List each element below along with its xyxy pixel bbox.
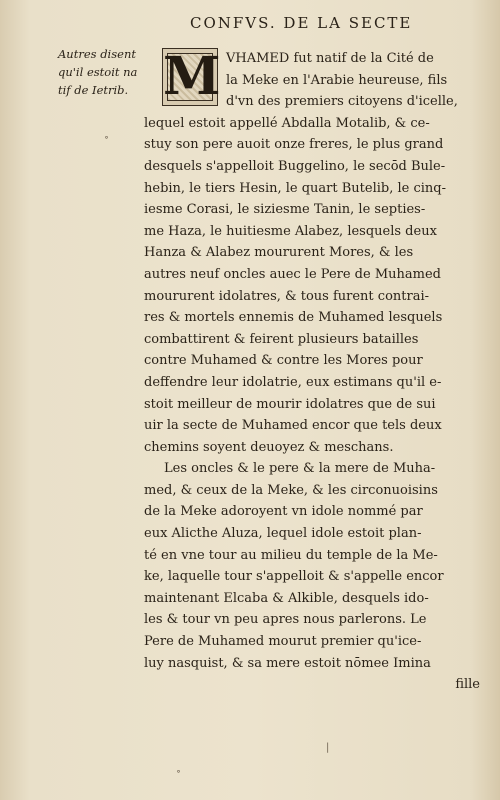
text-line: lequel estoit appellé Abdalla Motalib, & ce-: [144, 115, 430, 131]
text-line: eux Alicthe Aluza, lequel idole estoit plan-: [144, 526, 422, 542]
text-line: contre Muhamed & contre les Mores pour: [144, 353, 423, 369]
drop-cap-letter: M: [163, 46, 221, 107]
text-line: Pere de Muhamed mourut premier qu'ice-: [144, 634, 422, 650]
text-line: Hanza & Alabez moururent Mores, & les: [144, 245, 414, 261]
text-line: de la Meke adoroyent vn idole nommé par: [144, 504, 423, 520]
text-line: ke, laquelle tour s'appelloit & s'appelle encor: [144, 569, 444, 585]
text-line: uir la secte de Muhamed encor que tels deux: [144, 418, 442, 434]
text-line: autres neuf oncles auec le Pere de Muhamed: [144, 266, 441, 282]
text-line: stuy son pere auoit onze freres, le plus grand: [144, 137, 444, 153]
text-line: la Meke en l'Arabie heureuse, fils: [226, 72, 448, 88]
text-line: med, & ceux de la Meke, & les circonuoisins: [144, 482, 438, 498]
running-header: CONFVS. DE LA SECTE: [190, 14, 413, 32]
text-line: stoit meilleur de mourir idolatres que de sui: [144, 396, 436, 412]
text-line: d'vn des premiers citoyens d'icelle,: [226, 94, 458, 110]
margin-note-line: tif de Ietrib.: [58, 83, 129, 97]
text-line: VHAMED fut natif de la Cité de: [226, 51, 434, 66]
margin-note-line: qu'il estoit na: [58, 65, 138, 79]
text-line: res & mortels ennemis de Muhamed lesquels: [144, 310, 443, 326]
text-line: Les oncles & le pere & la mere de Muha-: [164, 461, 436, 477]
catchword: fille: [455, 677, 480, 693]
ink-speck: ˳: [104, 128, 109, 139]
text-line: les & tour vn peu apres nous parlerons. Le: [144, 612, 427, 628]
text-line: deffendre leur idolatrie, eux estimans qu'il e-: [144, 374, 442, 390]
text-line: hebin, le tiers Hesin, le quart Butelib, le cinq-: [144, 180, 447, 196]
text-line: desquels s'appelloit Buggelino, le secōd Bule-: [144, 158, 446, 174]
body-text: [144, 48, 490, 696]
text-line: combattirent & feirent plusieurs batailles: [144, 331, 419, 347]
ink-speck: |: [326, 742, 330, 753]
margin-note-line: Autres disent: [58, 47, 136, 61]
text-line: me Haza, le huitiesme Alabez, lesquels deux: [144, 223, 437, 239]
text-line: maintenant Elcaba & Alkible, desquels ido-: [144, 590, 429, 606]
ink-speck: ˳: [176, 762, 181, 773]
margin-note: [58, 45, 152, 99]
text-line: moururent idolatres, & tous furent contrai-: [144, 288, 430, 304]
text-line: té en vne tour au milieu du temple de la Me-: [144, 547, 438, 563]
text-line: iesme Corasi, le siziesme Tanin, le septies-: [144, 202, 426, 218]
text-line: luy nasquist, & sa mere estoit nōmee Imina: [144, 655, 431, 671]
text-line: chemins soyent deuoyez & meschans.: [144, 439, 394, 455]
